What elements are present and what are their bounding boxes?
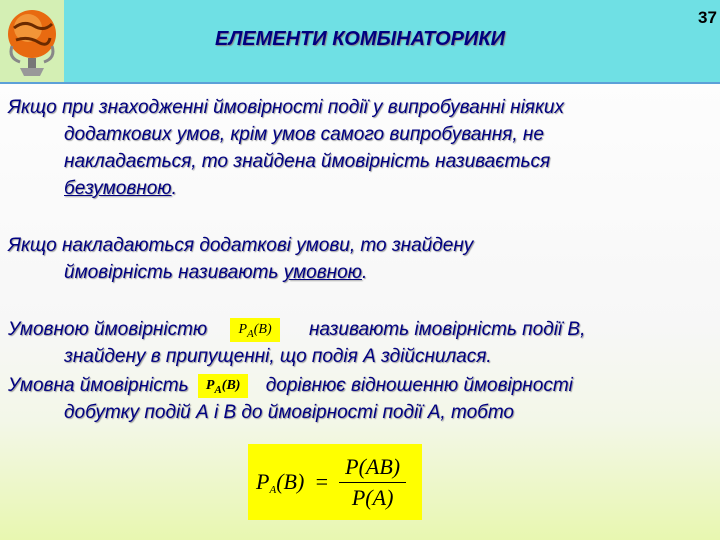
formula-p: P <box>205 377 215 393</box>
text-line <box>8 175 713 202</box>
text-line-part: дорівнює відношенню ймовірності <box>265 375 573 396</box>
formula-denominator: P(A) <box>351 484 394 510</box>
formula-sub: A <box>214 383 222 396</box>
paragraph-conditional <box>8 232 713 286</box>
formula-lhs <box>256 469 304 496</box>
conditional-probability-formula <box>248 444 422 520</box>
formula-p: P <box>256 468 270 494</box>
period: . <box>171 178 177 199</box>
text-line-part: накладається, то знайдена ймовірність називається <box>64 151 551 172</box>
formula-inline-2 <box>198 374 249 398</box>
text-line: знайдену в припущенні, що подія А здійснилася. <box>64 346 492 367</box>
formula-equals: = <box>314 469 330 494</box>
paragraph-unconditional <box>8 94 713 202</box>
formula-numerator: P(AB) <box>339 454 406 483</box>
formula-inline-1 <box>230 318 279 342</box>
term-conditional: умовною <box>283 262 362 283</box>
term-unconditional: безумовною <box>64 178 172 199</box>
page-title: ЕЛЕМЕНТИ КОМБІНАТОРИКИ <box>214 28 505 50</box>
formula-arg: (B) <box>276 468 305 494</box>
paragraph-definition <box>8 316 713 370</box>
formula-arg: (B) <box>221 377 241 393</box>
formula-sub: A <box>269 483 277 496</box>
period: . <box>361 262 368 283</box>
header-divider <box>0 82 720 84</box>
text-line: Якщо накладаються додаткові умови, то знайдену <box>8 235 474 256</box>
text-line: додаткових умов, крім умов самого випробування, не <box>64 124 544 145</box>
text-line <box>8 259 713 286</box>
text-line-part: ймовірність називають <box>64 262 284 283</box>
logo <box>0 0 64 82</box>
globe-trophy-icon <box>4 6 60 78</box>
text-line: добутку подій А і В до ймовірності події А, тобто <box>64 402 514 423</box>
slide-number: 37 <box>698 8 717 27</box>
text-line: Якщо при знаходженні ймовірності події у випробуванні ніяких <box>8 97 564 118</box>
formula-sub: A <box>247 327 254 340</box>
formula-fraction <box>339 454 406 511</box>
text-line <box>8 148 713 175</box>
paragraph-formula-intro <box>8 372 713 426</box>
formula-arg: (B) <box>253 321 272 337</box>
text-line-part: Умовна ймовірність <box>8 375 189 396</box>
text-line-part: Умовною ймовірністю <box>8 319 208 340</box>
text-line-part: називають імовірність події В, <box>308 319 586 340</box>
formula-p: P <box>238 321 248 337</box>
